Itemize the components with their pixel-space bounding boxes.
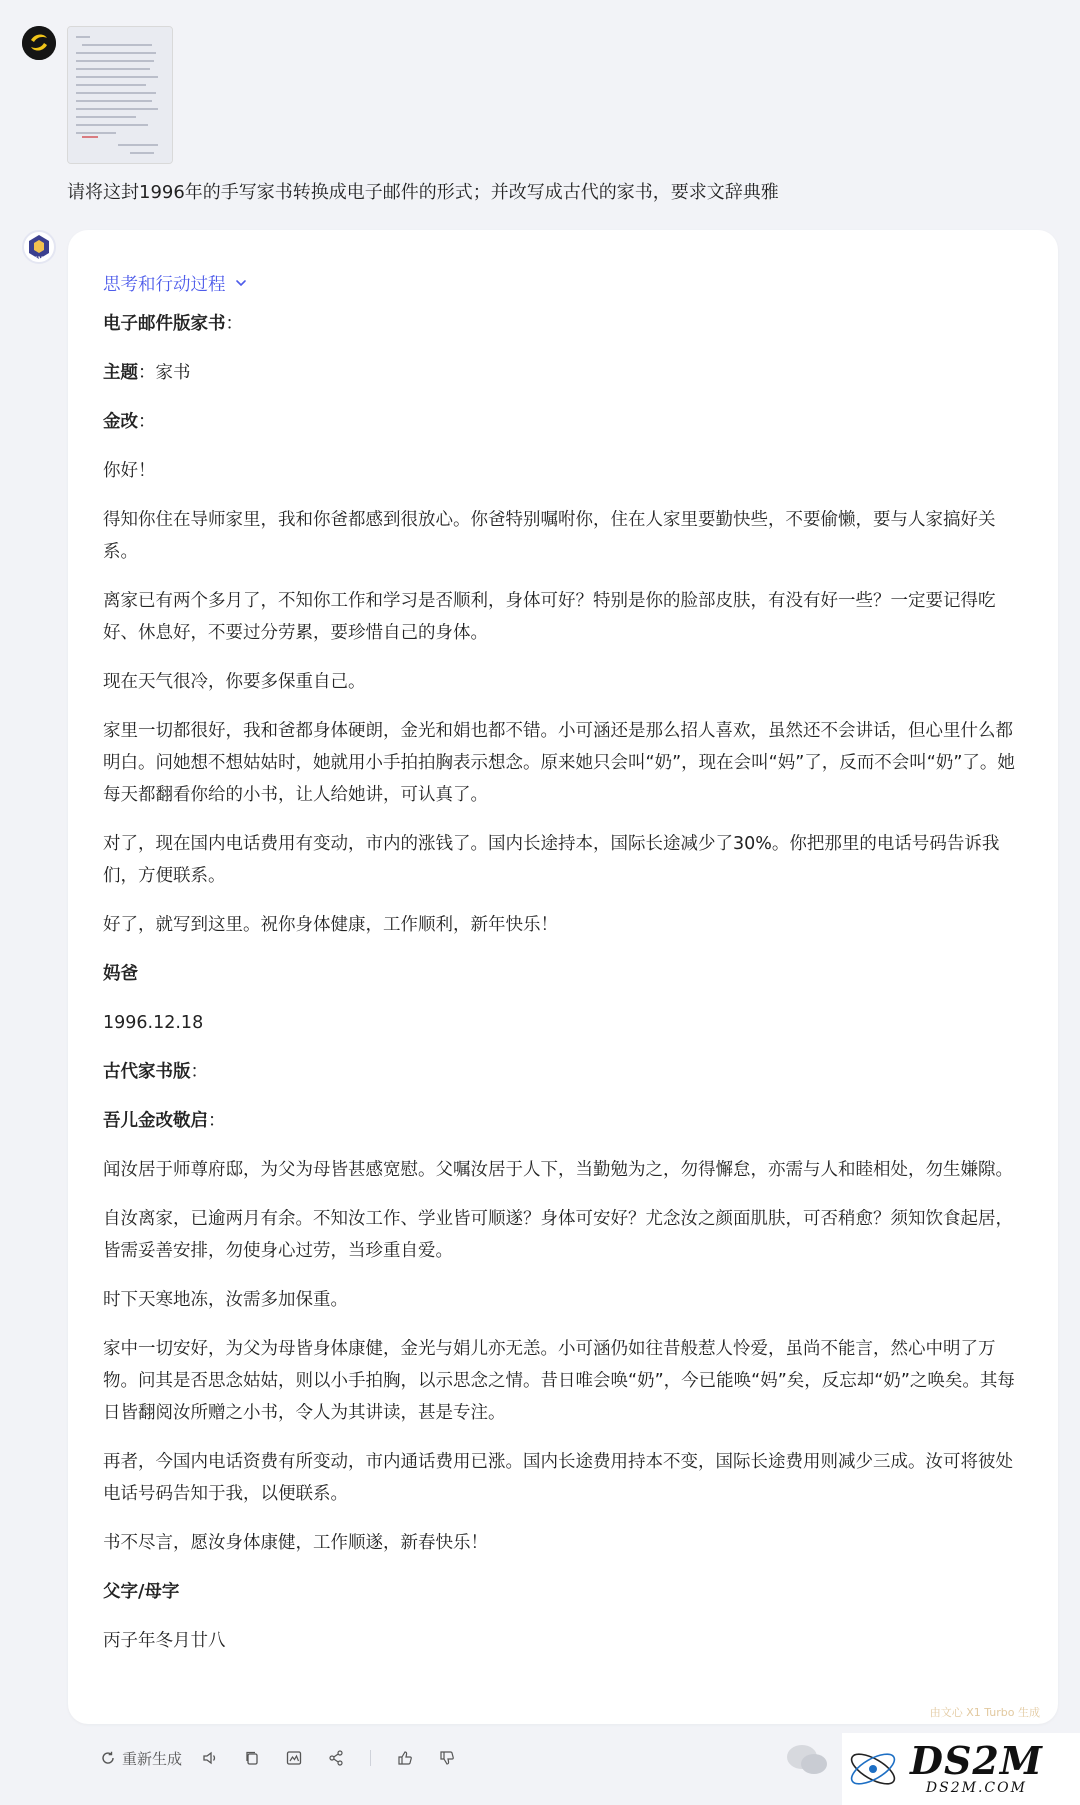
paragraph-text: 得知你住在导师家里，我和你爸都感到很放心。你爸特别嘱咐你，住在人家里要勤快些，不要偷懒，要与人家搞好关系。	[103, 510, 996, 562]
paragraph-text: 家中一切安好，为父为母皆身体康健，金光与娟儿亦无恙。小可涵仍如往昔般惹人怜爱，虽尚不能言，然心中明了万物。问其是否思念姑姑，则以小手拍胸，以示思念之情。昔日唯会唤“奶”，今已能唤“妈”矣，反忘却“奶”之唤矣。其每日皆翻阅汝所赠之小书，令人为其讲读，甚是专注。	[103, 1339, 1015, 1423]
image-icon	[285, 1749, 303, 1767]
paragraph-text: 好了，就写到这里。祝你身体健康，工作顺利，新年快乐！	[103, 915, 558, 935]
dislike-button[interactable]	[433, 1745, 461, 1771]
paragraph-text: 丙子年冬月廿八	[103, 1631, 226, 1651]
response-toolbar	[100, 1745, 461, 1771]
response-paragraph	[103, 1446, 1023, 1510]
response-paragraph	[103, 585, 1023, 649]
paragraph-bold-text: 古代家书版	[103, 1062, 191, 1082]
response-paragraph	[103, 1284, 1023, 1316]
response-paragraph	[103, 666, 1023, 698]
response-paragraph	[103, 308, 1023, 340]
wechat-logo-icon	[784, 1742, 832, 1778]
paragraph-bold-text: 父字/母字	[103, 1582, 180, 1602]
brand-url: DS2M.COM	[925, 1780, 1027, 1796]
like-button[interactable]	[391, 1745, 419, 1771]
paragraph-text: 自汝离家，已逾两月有余。不知汝工作、学业皆可顺遂？身体可安好？尤念汝之颜面肌肤，可否稍愈？须知饮食起居，皆需妥善安排，勿使身心过劳，当珍重自爱。	[103, 1209, 1013, 1261]
speaker-icon	[201, 1749, 219, 1767]
paragraph-text: ：家书	[138, 363, 191, 383]
toolbar-divider	[370, 1750, 371, 1766]
ernie-x1-logo-icon	[24, 232, 54, 262]
paragraph-text: ：	[138, 412, 156, 432]
paragraph-text: 闻汝居于师尊府邸，为父为母皆甚感宽慰。父嘱汝居于人下，当勤勉为之，勿得懈怠，亦需与人和睦相处，勿生嫌隙。	[103, 1160, 1013, 1180]
xinzhiyuan-logo-icon	[22, 26, 56, 60]
paragraph-text: 1996.12.18	[103, 1013, 204, 1033]
response-paragraph	[103, 1576, 1023, 1608]
paragraph-text: ：	[225, 314, 243, 334]
response-paragraph	[103, 828, 1023, 892]
regenerate-label: 重新生成	[122, 1749, 183, 1768]
user-avatar	[22, 26, 56, 60]
response-paragraph	[103, 958, 1023, 990]
paragraph-bold-text: 吾儿金改敬启	[103, 1111, 208, 1131]
share-image-button[interactable]	[280, 1745, 308, 1771]
thumbs-down-icon	[438, 1749, 456, 1767]
paragraph-text: 对了，现在国内电话费用有变动，市内的涨钱了。国内长途持本，国际长途减少了30%。你把那里的电话号码告诉我们，方便联系。	[103, 834, 1000, 886]
refresh-icon	[100, 1750, 116, 1766]
response-paragraph	[103, 1203, 1023, 1267]
response-paragraph	[103, 715, 1023, 811]
generated-by-watermark: 由文心 X1 Turbo 生成	[929, 1706, 1040, 1719]
response-paragraph	[103, 1056, 1023, 1088]
paragraph-bold-text: 金改	[103, 412, 138, 432]
response-paragraph	[103, 1625, 1023, 1657]
atom-logo-icon	[842, 1739, 904, 1799]
response-paragraph	[103, 909, 1023, 941]
response-paragraph	[103, 1007, 1023, 1039]
wechat-icon	[784, 1742, 832, 1782]
assistant-response-card	[68, 230, 1058, 1724]
read-aloud-button[interactable]	[196, 1745, 224, 1771]
regenerate-button[interactable]	[100, 1748, 182, 1769]
ds2m-watermark	[842, 1733, 1080, 1805]
thinking-process-toggle[interactable]	[103, 270, 1023, 296]
paragraph-text: 时下天寒地冻，汝需多加保重。	[103, 1290, 348, 1310]
copy-button[interactable]	[238, 1745, 266, 1771]
paragraph-text: 书不尽言，愿汝身体康健，工作顺遂，新春快乐！	[103, 1533, 488, 1553]
paragraph-text: 你好！	[103, 461, 156, 481]
paragraph-text: ：	[190, 1062, 208, 1082]
chevron-down-icon	[234, 276, 248, 290]
paragraph-text: 现在天气很冷，你要多保重自己。	[103, 672, 366, 692]
avatar-badge: X1T	[32, 256, 46, 262]
letter-image-thumbnail[interactable]	[67, 26, 173, 164]
response-paragraph	[103, 357, 1023, 389]
share-icon	[327, 1749, 345, 1767]
brand-name: DS2M	[910, 1738, 1043, 1783]
thumbs-up-icon	[396, 1749, 414, 1767]
share-button[interactable]	[322, 1745, 350, 1771]
paragraph-bold-text: 电子邮件版家书	[103, 314, 226, 334]
response-paragraph	[103, 1154, 1023, 1186]
paragraph-text: 离家已有两个多月了，不知你工作和学习是否顺利，身体可好？特别是你的脸部皮肤，有没有好一些？一定要记得吃好、休息好，不要过分劳累，要珍惜自己的身体。	[103, 591, 996, 643]
assistant-avatar	[22, 230, 56, 264]
response-paragraph	[103, 1333, 1023, 1429]
response-paragraph	[103, 504, 1023, 568]
response-paragraph	[103, 406, 1023, 438]
response-paragraph	[103, 1527, 1023, 1559]
copy-icon	[243, 1749, 261, 1767]
response-paragraph	[103, 1105, 1023, 1137]
response-paragraph	[103, 455, 1023, 487]
paragraph-bold-text: 主题	[103, 363, 138, 383]
paragraph-text: ：	[208, 1111, 226, 1131]
handwritten-letter-image	[68, 27, 172, 163]
thinking-label: 思考和行动过程	[103, 274, 226, 295]
user-message: 请将这封1996年的手写家书转换成电子邮件的形式；并改写成古代的家书，要求文辞典雅	[67, 182, 779, 203]
paragraph-text: 再者，今国内电话资费有所变动，市内通话费用已涨。国内长途费用持本不变，国际长途费用则减少三成。汝可将彼处电话号码告知于我，以便联系。	[103, 1452, 1013, 1504]
paragraph-text: 家里一切都很好，我和爸都身体硬朗，金光和娟也都不错。小可涵还是那么招人喜欢，虽然还不会讲话，但心里什么都明白。问她想不想姑姑时，她就用小手拍拍胸表示想念。原来她只会叫“奶”，现在会叫“妈”了，反而不会叫“奶”了。她每天都翻看你给的小书，让人给她讲，可认真了。	[103, 721, 1015, 805]
paragraph-bold-text: 妈爸	[103, 964, 138, 984]
